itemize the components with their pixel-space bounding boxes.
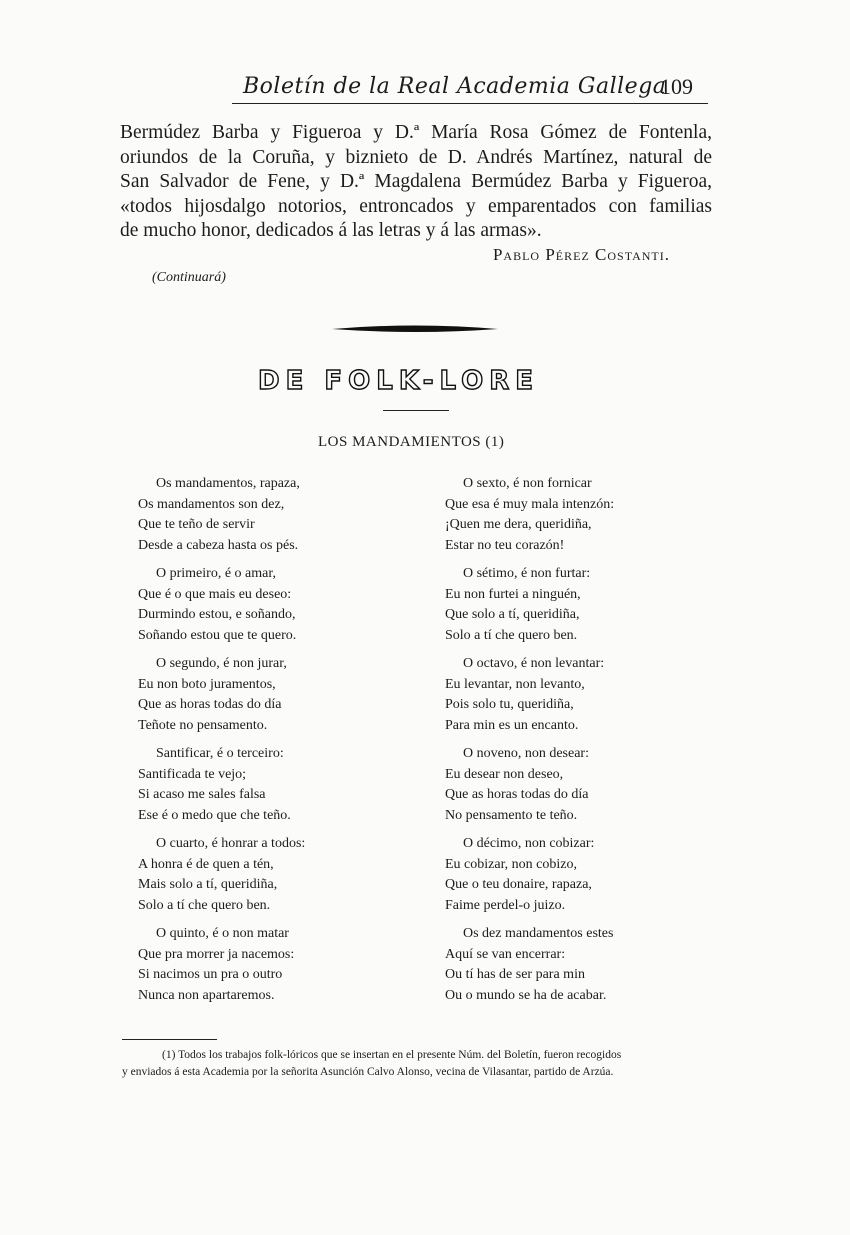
poem-stanza — [138, 744, 368, 826]
poem-stanza — [445, 744, 675, 826]
poem-line: Para min es un encanto. — [445, 717, 579, 733]
footnote-rule — [122, 1039, 217, 1040]
prose-line: «todos hijosdalgo notorios, entroncados y emparentados con familias — [120, 195, 712, 217]
poem-line: Mais solo a tí, queridiña, — [138, 877, 278, 892]
poem-line: Eu non boto juramentos, — [138, 676, 276, 692]
poem-line: Estar no teu corazón! — [445, 537, 565, 553]
poem-line: Que esa é muy mala intenzón: — [445, 496, 615, 512]
poem-line: Que as horas todas do día — [138, 697, 282, 712]
poem-line: O octavo, é non levantar: — [463, 656, 605, 671]
poem-stanza — [138, 564, 368, 646]
poem-line: O noveno, non desear: — [463, 746, 589, 761]
prose-line: Bermúdez Barba y Figueroa y D.ª María Rosa Gómez de Fontenla, — [120, 122, 712, 143]
continued-note: (Continuará) — [152, 270, 226, 285]
poem-stanza — [445, 564, 675, 646]
poem-line: Desde a cabeza hasta os pés. — [138, 537, 299, 553]
poem-line: Ese é o medo que che teño. — [138, 807, 291, 823]
poem-line: O décimo, non cobizar: — [463, 836, 595, 851]
poem-line: Si nacimos un pra o outro — [138, 967, 283, 982]
footnote-line: y enviados á esta Academia por la señorita Asunción Calvo Alonso, vecina de Vilasantar, partido de Arzúa. — [122, 1066, 614, 1078]
poem-line: A honra é de quen a tén, — [138, 856, 274, 872]
poem-line: Teñote no pensamento. — [138, 717, 268, 733]
poem-line: No pensamento te teño. — [445, 807, 578, 823]
author-signature: Pablo Pérez Costanti. — [492, 245, 670, 264]
poem-stanza — [138, 924, 368, 1006]
ornamental-rule — [330, 322, 500, 336]
poem-left-column — [138, 474, 368, 1014]
poem-line: O sexto, é non fornicar — [463, 476, 592, 491]
poem-line: Eu non furtei a ninguén, — [445, 586, 581, 602]
poem-line: Que solo a tí, queridiña, — [445, 607, 580, 622]
poem-line: O segundo, é non jurar, — [156, 656, 287, 671]
poem-line: Os mandamentos son dez, — [138, 496, 285, 512]
poem-line: Que pra morrer ja nacemos: — [138, 946, 295, 962]
poem-line: Santificada te vejo; — [138, 766, 247, 782]
poem-line: Nunca non apartaremos. — [138, 987, 275, 1003]
poem-stanza — [138, 834, 368, 916]
poem-line: Soñando estou que te quero. — [138, 627, 297, 643]
poem-line: Faime perdel-o juizo. — [445, 897, 566, 913]
poem-stanza — [445, 474, 675, 556]
poem-line: Eu desear non deseo, — [445, 766, 564, 782]
poem-line: Si acaso me sales falsa — [138, 787, 266, 802]
poem-line: Eu cobizar, non cobizo, — [445, 856, 578, 872]
poem-line: O cuarto, é honrar a todos: — [156, 836, 306, 851]
poem-line: Os mandamentos, rapaza, — [156, 476, 300, 491]
poem-line: Que é o que mais eu deseo: — [138, 586, 292, 602]
poem-stanza — [138, 474, 368, 556]
poem-line: Santificar, é o terceiro: — [156, 746, 284, 761]
poem-line: ¡Quen me dera, queridiña, — [445, 517, 592, 532]
poem-subtitle: LOS MANDAMIENTOS (1) — [318, 434, 505, 450]
poem-line: Ou o mundo se ha de acabar. — [445, 987, 607, 1003]
title-underline — [383, 410, 449, 411]
poem-line: Pois solo tu, queridiña, — [445, 697, 574, 712]
page-number: 109 — [660, 74, 693, 99]
footnote-line: (1) Todos los trabajos folk-lóricos que se insertan en el presente Núm. del Boletín, fueron recogidos — [162, 1049, 622, 1061]
prose-paragraph — [120, 121, 712, 244]
poem-line: Durmindo estou, e soñando, — [138, 607, 296, 622]
poem-line: Que te teño de servir — [138, 517, 255, 532]
poem-line: Os dez mandamentos estes — [463, 926, 614, 941]
poem-right-column — [445, 474, 675, 1014]
poem-line: O sétimo, é non furtar: — [463, 566, 591, 581]
running-header-title: Boletín de la Real Academia Gallega — [243, 74, 667, 99]
poem-line: Solo a tí che quero ben. — [138, 897, 271, 913]
poem-stanza — [445, 654, 675, 736]
poem-line: Eu levantar, non levanto, — [445, 676, 585, 692]
prose-line: de mucho honor, dedicados á las letras y á las armas». — [120, 220, 542, 241]
header-rule — [232, 103, 708, 104]
poem-line: Aquí se van encerrar: — [445, 946, 566, 962]
poem-line: Ou tí has de ser para min — [445, 967, 585, 982]
poem-line: Solo a tí che quero ben. — [445, 627, 578, 643]
footnote — [122, 1047, 722, 1081]
poem-line: Que as horas todas do día — [445, 787, 589, 802]
poem-line: Que o teu donaire, rapaza, — [445, 877, 592, 892]
poem-line: O quinto, é o non matar — [156, 926, 289, 941]
poem-stanza — [138, 654, 368, 736]
poem-line: O primeiro, é o amar, — [156, 566, 276, 581]
poem-stanza — [445, 924, 675, 1006]
section-title: DE FOLK-LORE — [258, 366, 540, 396]
poem-stanza — [445, 834, 675, 916]
prose-line: oriundos de la Coruña, y biznieto de D. Andrés Martínez, natural de — [120, 146, 712, 168]
prose-line: San Salvador de Fene, y D.ª Magdalena Bermúdez Barba y Figueroa, — [120, 171, 712, 192]
